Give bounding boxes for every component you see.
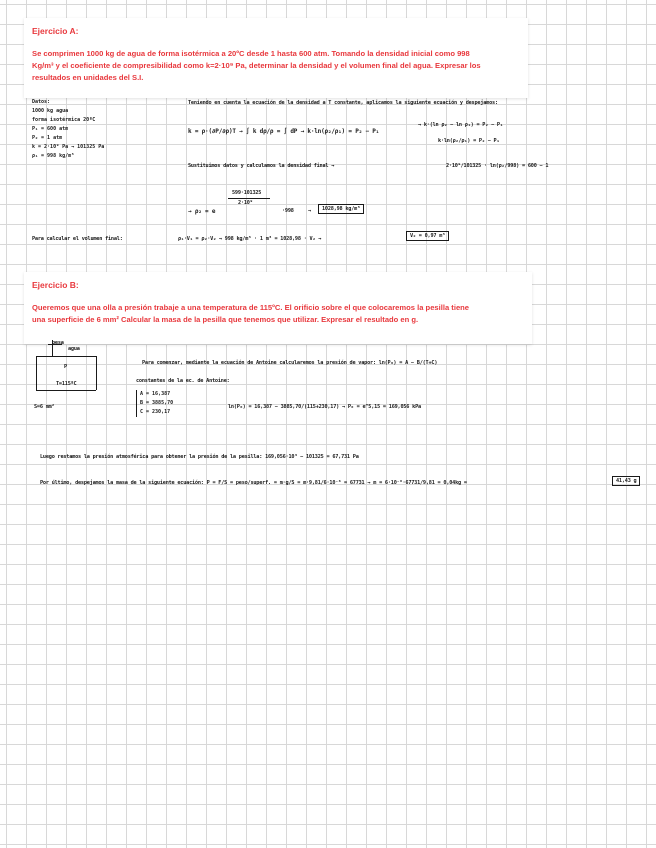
volume-text: Para calcular el volumen final: bbox=[32, 236, 123, 242]
result-volume-box: V₂ = 0,97 m³ bbox=[406, 231, 449, 241]
exponent-numerator: 599·101325 bbox=[232, 190, 262, 196]
exercise-a-title: Ejercicio A: bbox=[32, 26, 79, 36]
constant-c: C = 230,17 bbox=[140, 409, 171, 415]
equation-compressibility: k = ρ·(∂P/∂ρ)T → ∫ k dρ/ρ = ∫ dP → k·ln(ρ₂/ρ₁) = P₂ − P₁ bbox=[188, 128, 380, 135]
exponential-equation: → ρ₂ = e bbox=[188, 208, 216, 215]
exponential-multiplier: ·998 bbox=[282, 208, 294, 214]
data-item: P₂ = 1 atm bbox=[32, 135, 63, 141]
substitution-text: Sustituimos datos y calculamos la densidad final → bbox=[188, 163, 335, 169]
constant-a: A = 16,387 bbox=[140, 391, 171, 397]
data-item: forma isotérmica 20ºC bbox=[32, 117, 96, 123]
exercise-b-line-2: una superficie de 6 mm² Calcular la masa de la pesilla que tenemos que utilizar. Expresar el resultado en g. bbox=[32, 315, 419, 324]
exponent-denominator: 2·10⁹ bbox=[238, 200, 253, 206]
exercise-b-line-1: Queremos que una olla a presión trabaje a una temperatura de 115ºC. El orificio sobre el que colocaremos la pesilla tiene bbox=[32, 303, 470, 312]
weight-label: pesa bbox=[52, 340, 64, 346]
antoine-constants-title: constantes de la ec. de Antoine: bbox=[136, 378, 230, 384]
absolute-pressure-text: Luego restamos la presión atmosférica para obtener la presión de la pesilla: 169,056·10³ − 101325 = 67,731 Pa bbox=[40, 454, 359, 460]
exercise-b-card bbox=[24, 272, 532, 344]
equation-log-form: → k·(ln ρ₂ − ln ρ₁) = P₂ − P₁ bbox=[418, 122, 503, 128]
data-title: Datos: bbox=[32, 99, 51, 105]
arrow: → bbox=[308, 208, 311, 214]
exercise-b-title: Ejercicio B: bbox=[32, 280, 79, 290]
surface-label: S=6 mm² bbox=[34, 404, 55, 410]
data-item: 1000 kg agua bbox=[32, 108, 69, 114]
exercise-a-line-2: Kg/m³ y el coeficiente de compresibilidad como k=2·10⁹ Pa, determinar la densidad y el volumen final del agua. Expresar los bbox=[32, 61, 481, 70]
constant-b: B = 3885,70 bbox=[140, 400, 174, 406]
intro-text-b: Para comenzar, mediante la ecuación de Antoine calcularemos la presión de vapor: ln(P₀) = A − B/(T+C) bbox=[142, 360, 438, 366]
pressure-cooker-diagram bbox=[30, 340, 110, 410]
data-list-a bbox=[32, 98, 104, 161]
fraction-bar bbox=[228, 198, 270, 199]
result-density-box: 1028,98 kg/m³ bbox=[318, 204, 364, 214]
water-label: agua bbox=[68, 346, 80, 352]
temperature-label: T=115ºC bbox=[56, 381, 77, 387]
data-item: P₁ = 600 atm bbox=[32, 126, 69, 132]
exercise-a-card bbox=[24, 18, 528, 98]
pressure-label: P bbox=[64, 364, 67, 370]
substitution-equation: 2·10⁹/101325 · ln(ρ₂/998) = 600 − 1 bbox=[446, 163, 549, 169]
antoine-calculation: ln(P₀) = 16,387 − 3885,70/(115+230,17) → P₀ = e^5,15 = 169,056 kPa bbox=[228, 404, 421, 410]
final-calculation: Por último, despejamos la masa de la siguiente ecuación: P = F/S = peso/superf. = m·g/S = m·9,81/6·10⁻⁶ = 67731 → m = 6·10⁻⁶·67731/9,81 = 0,04kg = bbox=[40, 480, 467, 486]
data-item: ρ₁ = 998 kg/m³ bbox=[32, 153, 75, 159]
antoine-constants bbox=[136, 390, 173, 417]
intro-text-a: Teniendo en cuenta la ecuación de la densidad a T constante, aplicamos la siguiente ecuación y despejamos: bbox=[188, 100, 498, 106]
result-mass-box: 41,43 g bbox=[612, 476, 640, 486]
exercise-a-line-3: resultados en unidades del S.I. bbox=[32, 73, 144, 82]
equation-log-ratio: k·ln(ρ₂/ρ₁) = P₂ − P₁ bbox=[438, 138, 500, 144]
exercise-a-line-1: Se comprimen 1000 kg de agua de forma isotérmica a 20ºC desde 1 hasta 600 atm. Tomando la densidad inicial como 998 bbox=[32, 49, 470, 58]
volume-equation: ρ₁·V₁ = ρ₂·V₂ → 998 kg/m³ · 1 m³ = 1028,98 · V₂ → bbox=[178, 236, 322, 242]
data-item: k = 2·10⁹ Pa → 101325 Pa bbox=[32, 144, 105, 150]
